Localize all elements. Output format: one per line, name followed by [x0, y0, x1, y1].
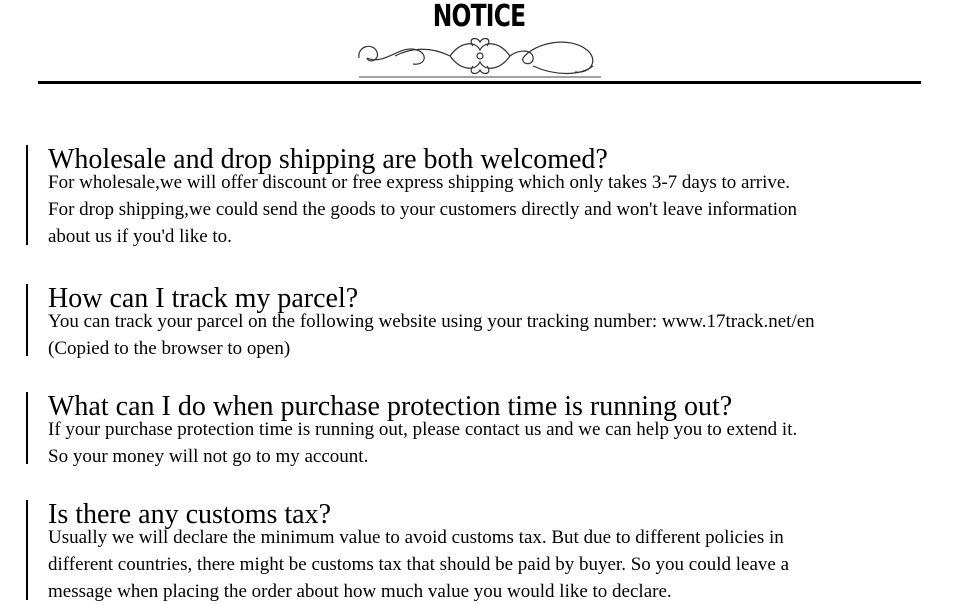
faq-accent-bar	[26, 392, 28, 464]
faq-answer-line: different countries, there might be customs tax that should be paid by buyer. So you could leave a	[48, 554, 789, 575]
faq-answer	[48, 169, 948, 250]
page-title: NOTICE	[432, 0, 526, 34]
faq-item-wholesale	[26, 145, 946, 245]
faq-accent-bar	[26, 284, 28, 356]
faq-answer-line: For drop shipping,we could send the goods to your customers directly and won't leave information	[48, 199, 798, 220]
faq-question: Wholesale and drop shipping are both welcomed?	[48, 144, 608, 175]
faq-answer	[48, 524, 948, 605]
flourish-ornament-icon	[355, 36, 605, 82]
faq-accent-bar	[26, 500, 28, 600]
header-divider	[38, 81, 921, 84]
faq-answer-line: So your money will not go to my account.	[48, 446, 369, 467]
faq-answer-line: message when placing the order about how much value you would like to declare.	[48, 581, 672, 602]
faq-answer	[48, 416, 948, 470]
faq-answer-line: For wholesale,we will offer discount or free express shipping which only takes 3-7 days to arrive.	[48, 172, 791, 193]
faq-answer-line: about us if you'd like to.	[48, 226, 232, 247]
faq-answer-line: You can track your parcel on the following website using your tracking number: www.17track.net/en	[48, 311, 815, 332]
faq-question: What can I do when purchase protection time is running out?	[48, 391, 733, 422]
faq-answer-line: (Copied to the browser to open)	[48, 338, 291, 359]
faq-question: How can I track my parcel?	[48, 283, 359, 314]
faq-accent-bar	[26, 145, 28, 245]
faq-answer-line: Usually we will declare the minimum value to avoid customs tax. But due to different policies in	[48, 527, 784, 548]
faq-question: Is there any customs tax?	[48, 499, 332, 530]
faq-answer-line: If your purchase protection time is running out, please contact us and we can help you to extend it.	[48, 419, 798, 440]
faq-item-purchase-protection	[26, 391, 946, 467]
faq-item-tracking	[26, 283, 946, 359]
notice-header	[0, 0, 958, 90]
faq-item-customs-tax	[26, 500, 946, 600]
faq-answer	[48, 308, 948, 362]
